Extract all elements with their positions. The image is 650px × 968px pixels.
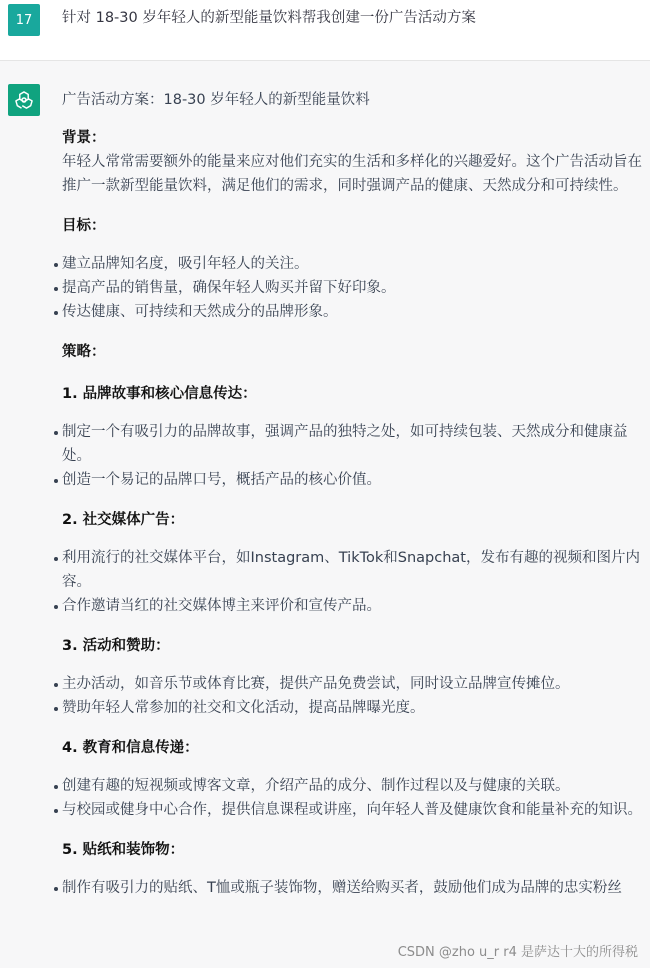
list-item: 创造一个易记的品牌口号，概括产品的核心价值。 (56, 468, 650, 492)
background-line: 年轻人常常需要额外的能量来应对他们充实的生活和多样化的兴趣爱好。这个广告活动旨在 (62, 154, 642, 170)
watermark: CSDN @zho u_r r4 是萨达十大的所得税 (397, 945, 638, 960)
list-item: 赞助年轻人常参加的社交和文化活动，提高品牌曝光度。 (56, 696, 650, 720)
background-section (62, 126, 650, 198)
goals-section (62, 214, 650, 324)
response-title: 广告活动方案：18-30 岁年轻人的新型能量饮料 (62, 92, 370, 108)
list-item: 利用流行的社交媒体平台，如Instagram、TikTok和Snapchat，发布有趣的视频和图片内 容。 (56, 546, 650, 594)
strategy-5-heading: 5. 贴纸和装饰物： (62, 842, 185, 858)
background-heading: 背景： (62, 130, 106, 146)
assistant-message (0, 61, 650, 968)
strategy-2-heading: 2. 社交媒体广告： (62, 512, 185, 528)
user-prompt: 针对 18-30 岁年轻人的新型能量饮料帮我创建一份广告活动方案 (62, 10, 476, 26)
list-item: 制作有吸引力的贴纸、T恤或瓶子装饰物，赠送给购买者，鼓励他们成为品牌的忠实粉丝 (56, 876, 650, 900)
list-item: 建立品牌知名度，吸引年轻人的关注。 (56, 252, 650, 276)
user-message (0, 0, 650, 61)
assistant-response (62, 88, 650, 916)
strategy-2-list (62, 546, 650, 618)
strategy-5-list (62, 876, 650, 900)
strategy-section (62, 340, 650, 900)
list-item: 合作邀请当红的社交媒体博主来评价和宣传产品。 (56, 594, 650, 618)
list-item: 提高产品的销售量，确保年轻人购买并留下好印象。 (56, 276, 650, 300)
strategy-1-heading: 1. 品牌故事和核心信息传达： (62, 386, 257, 402)
list-item: 创建有趣的短视频或博客文章，介绍产品的成分、制作过程以及与健康的关联。 (56, 774, 650, 798)
goals-list (62, 252, 650, 324)
list-item: 制定一个有吸引力的品牌故事，强调产品的独特之处，如可持续包装、天然成分和健康益 处。 (56, 420, 650, 468)
openai-logo-icon (8, 84, 40, 116)
list-item: 与校园或健身中心合作，提供信息课程或讲座，向年轻人普及健康饮食和能量补充的知识。 (56, 798, 650, 822)
strategy-heading: 策略： (62, 344, 106, 360)
strategy-4-list (62, 774, 650, 822)
background-line: 推广一款新型能量饮料，满足他们的需求，同时强调产品的健康、天然成分和可持续性。 (62, 178, 628, 194)
strategy-4-heading: 4. 教育和信息传递： (62, 740, 199, 756)
strategy-3-heading: 3. 活动和赞助： (62, 638, 170, 654)
user-avatar: 17 (8, 4, 40, 36)
goals-heading: 目标： (62, 218, 106, 234)
list-item: 主办活动，如音乐节或体育比赛，提供产品免费尝试，同时设立品牌宣传摊位。 (56, 672, 650, 696)
strategy-1-list (62, 420, 650, 492)
strategy-3-list (62, 672, 650, 720)
list-item: 传达健康、可持续和天然成分的品牌形象。 (56, 300, 650, 324)
